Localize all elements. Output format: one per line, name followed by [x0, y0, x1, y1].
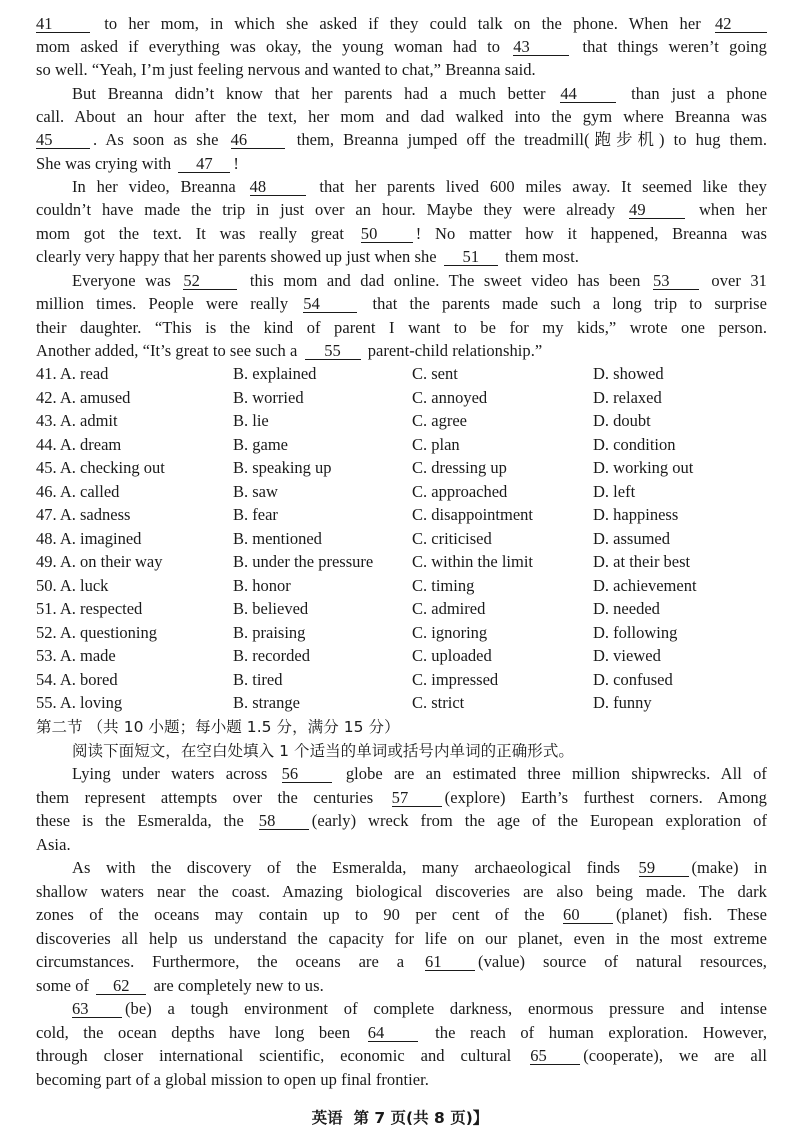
passage1-line-12: Everyone was 52 this mom and dad online. The sweet video has been 53 over 31	[72, 271, 767, 290]
option-d[interactable]: D. happiness	[593, 505, 679, 524]
blank-54[interactable]: 54	[303, 295, 357, 313]
option-d[interactable]: D. confused	[593, 669, 673, 689]
option-c[interactable]: C. criticised	[412, 528, 492, 548]
passage1-line-6: 45 . As soon as she 46 them, Breanna jumped off the treadmill(跑步机) to hug them.	[36, 130, 768, 149]
option-a[interactable]	[36, 482, 119, 502]
blank-44[interactable]: 44	[560, 85, 616, 103]
passage1-line-1: 41 to her mom, in which she asked if they could talk on the phone. When her 42	[36, 14, 767, 34]
passage1-line-10: mom got the text. It was really great 50 ! No matter how it happened, Breanna was	[36, 224, 767, 243]
question-number: 48.	[36, 528, 57, 548]
passage2-line-12: cold, the ocean depths have long been 64 the reach of human exploration. However,	[36, 1023, 767, 1042]
option-d[interactable]: D. assumed	[593, 528, 670, 548]
blank-58[interactable]: 58	[259, 812, 309, 830]
option-d[interactable]: D. funny	[593, 693, 652, 712]
option-b[interactable]: B. honor	[233, 575, 291, 595]
option-a[interactable]	[36, 693, 122, 713]
question-number: 51.	[36, 599, 57, 618]
option-b[interactable]: B. speaking up	[233, 458, 332, 477]
option-c[interactable]: C. disappointment	[412, 505, 533, 524]
passage1-line-15: Another added, “It’s great to see such a 55 parent-child relationship.”	[36, 341, 543, 360]
blank-49[interactable]: 49	[629, 201, 685, 219]
passage2-line-14: becoming part of a global mission to open up final frontier.	[36, 1070, 429, 1089]
option-c[interactable]: C. dressing up	[412, 458, 507, 477]
blank-61[interactable]: 61	[425, 953, 475, 971]
option-b[interactable]: B. saw	[233, 481, 278, 501]
blank-47[interactable]: 47	[178, 155, 230, 173]
blank-64[interactable]: 64	[368, 1024, 418, 1042]
option-d[interactable]: D. condition	[593, 434, 676, 454]
option-d[interactable]: D. needed	[593, 599, 660, 618]
option-b[interactable]: B. lie	[233, 411, 269, 430]
option-text: A. bored	[59, 669, 118, 689]
option-b[interactable]: B. game	[233, 434, 288, 454]
question-number: 41.	[36, 364, 57, 383]
question-number: 42.	[36, 387, 57, 407]
option-b[interactable]: B. praising	[233, 622, 306, 642]
option-d[interactable]: D. following	[593, 622, 678, 642]
option-text: A. questioning	[59, 622, 158, 642]
option-d[interactable]: D. viewed	[593, 646, 661, 665]
question-number: 44.	[36, 434, 57, 454]
option-a[interactable]	[36, 623, 157, 643]
option-text: A. loving	[59, 693, 123, 712]
option-a[interactable]	[36, 458, 165, 478]
option-text: A. amused	[59, 387, 131, 407]
blank-42[interactable]: 42	[715, 15, 767, 33]
blank-53[interactable]: 53	[653, 272, 699, 290]
option-b[interactable]: B. mentioned	[233, 528, 322, 548]
option-text: A. sadness	[59, 505, 131, 524]
option-text: A. dream	[59, 434, 122, 454]
passage2-line-1: Lying under waters across 56 globe are an estimated three million shipwrecks. All of	[72, 764, 767, 783]
passage2-line-3: these is the Esmeralda, the 58 (early) wreck from the age of the European exploration of	[36, 811, 767, 830]
blank-63[interactable]: 63	[72, 1000, 122, 1018]
option-a[interactable]	[36, 388, 130, 408]
passage1-line-9: couldn’t have made the trip in just over an hour. Maybe they were already 49 when her	[36, 200, 767, 219]
option-b[interactable]: B. fear	[233, 505, 278, 524]
question-number: 49.	[36, 552, 57, 571]
option-text: A. on their way	[59, 552, 163, 571]
option-c[interactable]: C. ignoring	[412, 622, 488, 642]
blank-59[interactable]: 59	[639, 859, 689, 877]
option-b[interactable]: B. under the pressure	[233, 552, 374, 571]
option-d[interactable]: D. left	[593, 481, 636, 501]
blank-52[interactable]: 52	[183, 272, 237, 290]
option-c[interactable]: C. impressed	[412, 669, 499, 689]
option-b[interactable]: B. strange	[233, 693, 300, 712]
option-text: A. admit	[59, 411, 118, 430]
question-number: 54.	[36, 669, 57, 689]
option-c[interactable]: C. sent	[412, 364, 458, 383]
passage1-line-13: million times. People were really 54 that the parents made such a long trip to surprise	[36, 294, 767, 313]
blank-48[interactable]: 48	[250, 178, 306, 196]
option-a[interactable]	[36, 411, 118, 431]
passage2-line-11: 63 (be) a tough environment of complete darkness, enormous pressure and intense	[72, 999, 767, 1018]
question-number: 55.	[36, 693, 57, 712]
option-a[interactable]	[36, 576, 108, 596]
option-c[interactable]: C. approached	[412, 481, 508, 501]
option-c[interactable]: C. timing	[412, 575, 475, 595]
option-c[interactable]: C. uploaded	[412, 646, 492, 665]
option-a[interactable]	[36, 670, 118, 690]
option-a[interactable]	[36, 364, 108, 384]
question-number: 53.	[36, 646, 57, 665]
option-b[interactable]: B. recorded	[233, 646, 310, 665]
option-a[interactable]	[36, 646, 116, 666]
option-c[interactable]: C. agree	[412, 411, 467, 430]
question-number: 47.	[36, 505, 57, 524]
question-number: 43.	[36, 411, 57, 430]
passage2-line-8: discoveries all help us understand the capacity for life on our planet, even in the most extreme	[36, 929, 767, 948]
blank-57[interactable]: 57	[392, 789, 442, 807]
section2-instruction: 阅读下面短文，在空白处填入 1 个适当的单词或括号内单词的正确形式。	[72, 742, 574, 760]
option-text: A. imagined	[59, 528, 142, 548]
option-a[interactable]	[36, 435, 121, 455]
footer-page-number: 第 7 页(共 8 页)】	[353, 1109, 489, 1127]
passage2-line-13: through closer international scientific, economic and cultural 65 (cooperate), we are all	[36, 1046, 767, 1065]
question-number: 46.	[36, 481, 57, 501]
blank-62[interactable]: 62	[96, 977, 146, 995]
blank-43[interactable]: 43	[513, 38, 569, 56]
option-c[interactable]: C. plan	[412, 434, 460, 454]
passage2-line-5: As with the discovery of the Esmeralda, many archaeological finds 59 (make) in	[72, 858, 767, 877]
option-text: A. read	[59, 364, 109, 383]
passage1-line-5: call. About an hour after the text, her mom and dad walked into the gym where Breanna was	[36, 107, 767, 126]
passage1-line-8: In her video, Breanna 48 that her parents lived 600 miles away. It seemed like they	[72, 177, 767, 196]
option-b[interactable]: B. explained	[233, 364, 317, 383]
blank-50[interactable]: 50	[361, 225, 413, 243]
blank-51[interactable]: 51	[444, 248, 498, 266]
option-d[interactable]: D. achievement	[593, 575, 697, 595]
option-text: A. made	[59, 646, 116, 665]
option-a[interactable]	[36, 529, 141, 549]
passage2-line-9: circumstances. Furthermore, the oceans are a 61 (value) source of natural resources,	[36, 952, 767, 971]
passage2-line-4: Asia.	[36, 835, 71, 854]
option-b[interactable]: B. believed	[233, 599, 309, 618]
passage2-line-2: them represent attempts over the centuries 57 (explore) Earth’s furthest corners. Among	[36, 788, 767, 807]
option-a[interactable]	[36, 552, 163, 572]
page-footer	[0, 1106, 800, 1128]
blank-55[interactable]: 55	[305, 342, 361, 360]
option-text: A. checking out	[59, 458, 165, 477]
passage2-line-7: zones of the oceans may contain up to 90 per cent of the 60 (planet) fish. These	[36, 905, 767, 924]
question-number: 45.	[36, 458, 57, 477]
passage1-line-11: clearly very happy that her parents showed up just when she 51 them most.	[36, 247, 579, 266]
passage1-line-2: mom asked if everything was okay, the young woman had to 43 that things weren’t going	[36, 37, 767, 56]
blank-45[interactable]: 45	[36, 131, 90, 149]
option-b[interactable]: B. worried	[233, 387, 304, 407]
option-text: A. luck	[59, 575, 109, 595]
option-d[interactable]: D. at their best	[593, 552, 691, 571]
passage2-line-10: some of 62 are completely new to us.	[36, 976, 324, 995]
blank-65[interactable]: 65	[530, 1047, 580, 1065]
option-a[interactable]	[36, 599, 142, 619]
passage1-line-4: But Breanna didn’t know that her parents had a much better 44 than just a phone	[72, 84, 768, 103]
passage1-line-7: She was crying with 47 !	[36, 154, 239, 173]
blank-60[interactable]: 60	[563, 906, 613, 924]
option-text: A. called	[59, 481, 120, 501]
option-text: A. respected	[59, 599, 143, 618]
option-c[interactable]: C. admired	[412, 599, 486, 618]
blank-46[interactable]: 46	[231, 131, 285, 149]
passage2-line-6: shallow waters near the coast. Amazing biological discoveries are also being made. The dark	[36, 882, 767, 901]
passage1-line-3: so well. “Yeah, I’m just feeling nervous and wanted to chat,” Breanna said.	[36, 60, 536, 79]
question-number: 50.	[36, 575, 57, 595]
blank-41[interactable]: 41	[36, 15, 90, 33]
option-c[interactable]: C. annoyed	[412, 387, 488, 407]
option-c[interactable]: C. within the limit	[412, 552, 534, 571]
option-c[interactable]: C. strict	[412, 693, 465, 712]
option-b[interactable]: B. tired	[233, 669, 283, 689]
option-d[interactable]: D. showed	[593, 364, 664, 383]
option-d[interactable]: D. doubt	[593, 411, 651, 430]
blank-56[interactable]: 56	[282, 765, 332, 783]
question-number: 52.	[36, 622, 57, 642]
option-d[interactable]: D. working out	[593, 458, 694, 477]
option-d[interactable]: D. relaxed	[593, 387, 662, 407]
option-a[interactable]	[36, 505, 130, 525]
passage1-line-14: their daughter. “This is the kind of parent I want to be for my kids,” wrote one person.	[36, 318, 767, 337]
footer-subject: 英语	[311, 1109, 343, 1127]
section2-heading: 第二节 （共 10 小题；每小题 1.5 分，满分 15 分）	[36, 718, 400, 736]
